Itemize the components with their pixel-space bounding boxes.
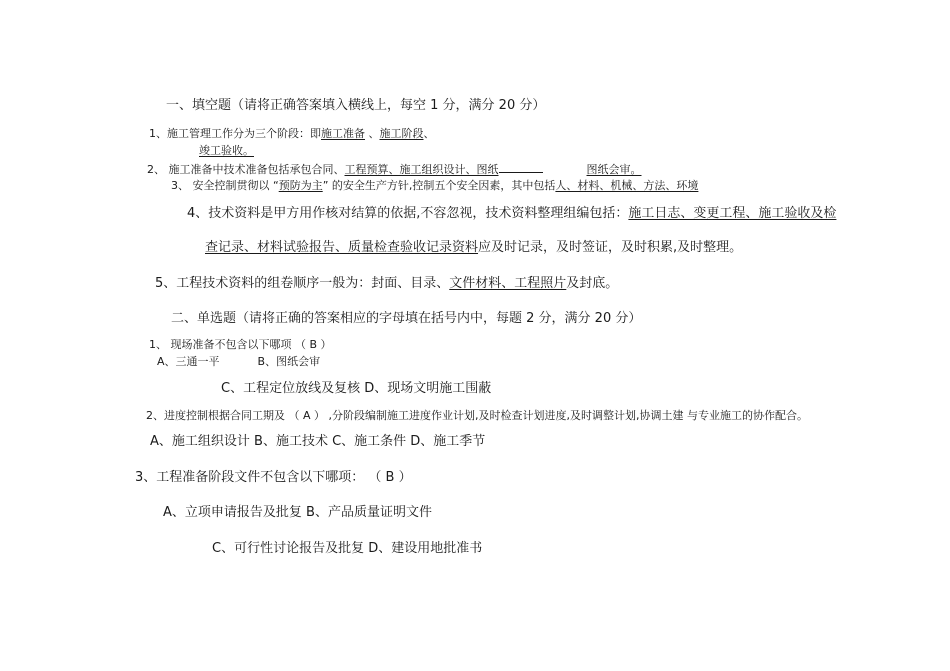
fill-question-2	[147, 161, 642, 177]
choice-question-3-options-cd: C、可行性讨论报告及批复 D、建设用地批准书	[212, 541, 483, 556]
fill-question-1	[149, 127, 435, 141]
question-text: 5、工程技术资料的组卷顺序一般为：封面、目录、	[155, 276, 450, 291]
choice-question-2-options: A、施工组织设计 B、施工技术 C、施工条件 D、施工季节	[150, 434, 486, 449]
answer-text: 施工阶段	[379, 127, 424, 140]
choice-question-2: 2、进度控制根据合同工期及 （ A ） ,分阶段编制施工进度作业计划,及时检查计划进度,及时调整计划,协调土建 与专业施工的协作配合。	[146, 409, 808, 422]
fill-question-1-continued	[199, 144, 254, 158]
answer-text: 预防为主	[278, 179, 323, 192]
answer-text: 工程预算、施工组织设计、图纸	[344, 163, 499, 176]
question-text: 3、 安全控制贯彻以 “	[171, 179, 279, 192]
choice-question-1-options-ab	[157, 355, 320, 369]
blank-line	[499, 161, 543, 173]
choice-question-3: 3、工程准备阶段文件不包含以下哪项： （ B ）	[135, 470, 412, 485]
answer-text: 文件材料、工程照片	[449, 276, 567, 291]
question-text: 2、 施工准备中技术准备包括承包合同、	[147, 163, 345, 176]
question-text: 4、技术资料是甲方用作核对结算的依据,不容忽视，技术资料整理组编包括：	[187, 206, 629, 221]
answer-text: 人、材料、机械、方法、环境	[555, 179, 699, 192]
fill-question-5	[155, 276, 618, 292]
answer-text: 施工日志、变更工程、施工验收及检	[628, 206, 837, 221]
option-b: B、图纸会审	[257, 355, 321, 368]
choice-question-1-options-cd: C、工程定位放线及复核 D、现场文明施工围蔽	[221, 381, 492, 396]
option-a: A、三通一平	[157, 355, 220, 368]
question-text: ” 的安全生产方针,控制五个安全因素，其中包括	[322, 179, 556, 192]
question-text: 及封底。	[566, 276, 619, 291]
fill-question-3	[171, 179, 698, 193]
fill-question-4	[187, 206, 836, 222]
choice-question-3-options-ab: A、立项申请报告及批复 B、产品质量证明文件	[163, 505, 432, 520]
choice-question-1: 1、 现场准备不包含以下哪项 （ B ）	[149, 338, 332, 351]
separator-text: 、	[365, 127, 380, 140]
answer-text: 图纸会审。	[586, 163, 642, 176]
answer-text: 查记录、材料试验报告、质量检查验收记录资料	[205, 240, 479, 255]
question-text: 应及时记录，及时签证，及时积累,及时整理。	[478, 240, 743, 255]
answer-text: 竣工验收。	[199, 144, 254, 157]
separator-text: 、	[423, 127, 435, 140]
fill-question-4-continued	[205, 240, 742, 256]
section1-heading: 一、填空题（请将正确答案填入横线上，每空 1 分，满分 20 分）	[166, 98, 546, 113]
section2-heading: 二、单选题（请将正确的答案相应的字母填在括号内中，每题 2 分，满分 20 分）	[171, 311, 642, 326]
question-text: 1、施工管理工作分为三个阶段：即	[149, 127, 321, 140]
answer-text: 施工准备	[321, 127, 365, 140]
